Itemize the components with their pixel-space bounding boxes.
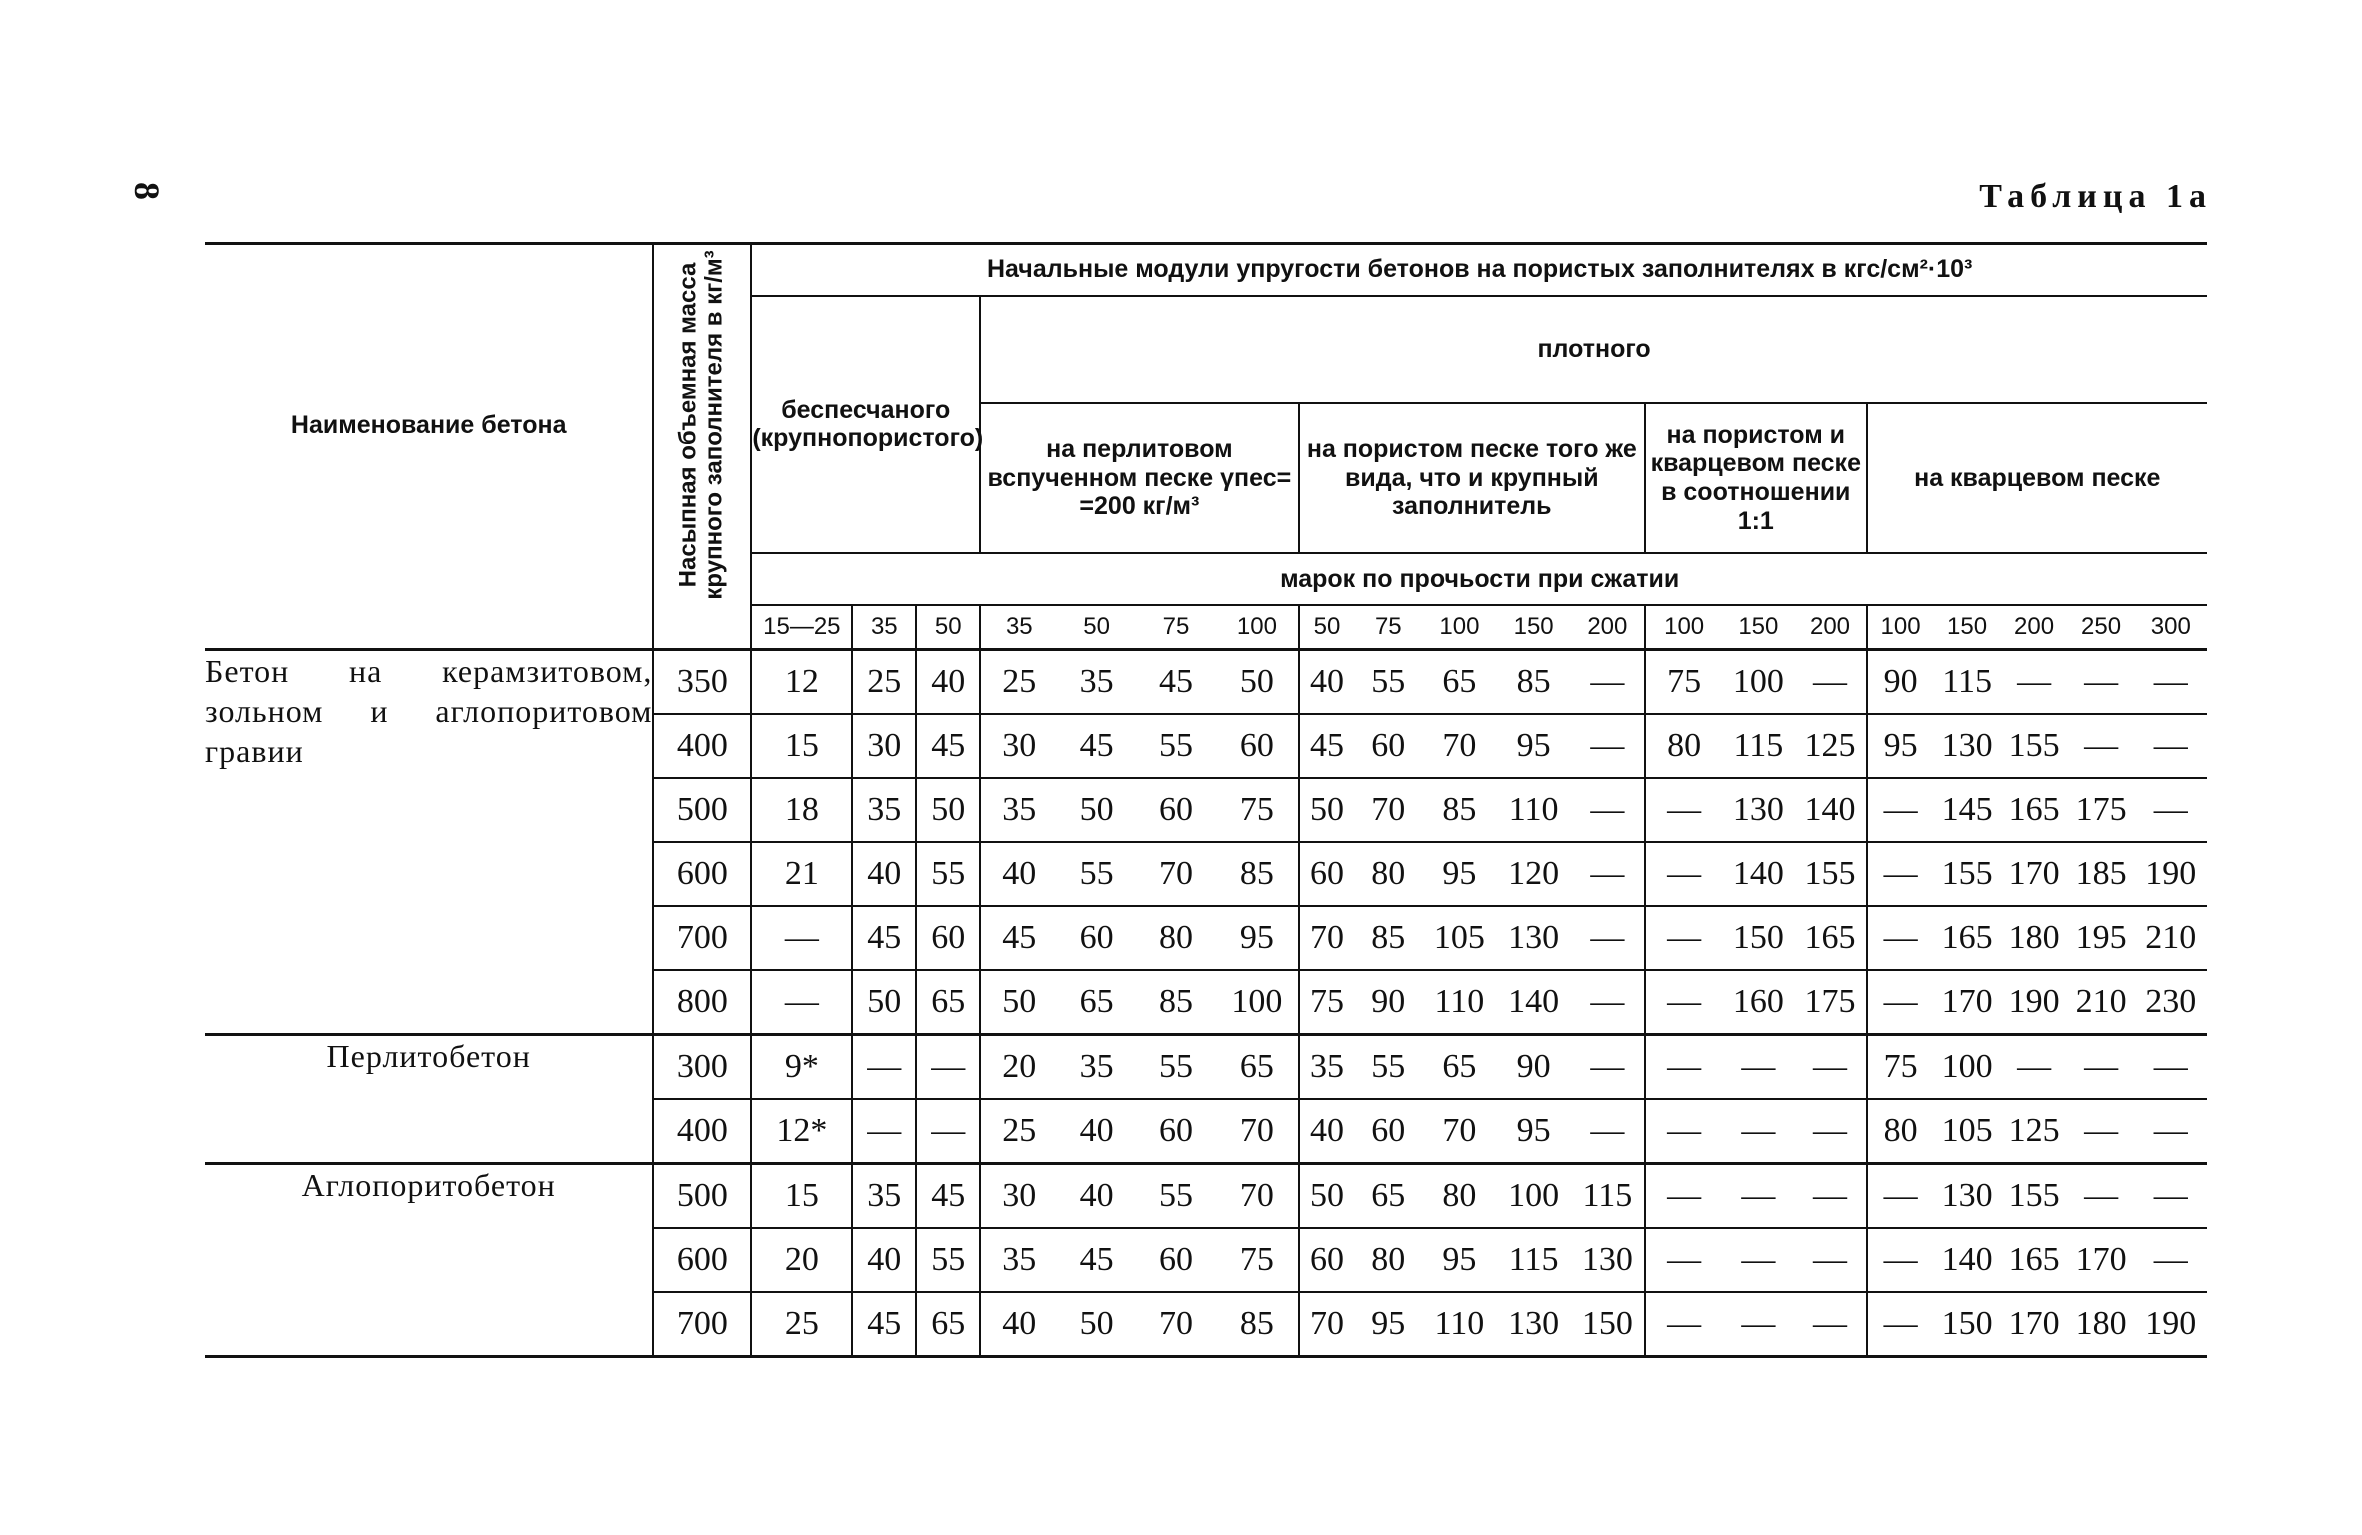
modulus-value: 110	[1497, 778, 1571, 842]
modulus-value: 170	[2001, 1292, 2068, 1357]
modulus-value: 165	[1934, 906, 2001, 970]
modulus-value: 210	[2068, 970, 2135, 1035]
modulus-value: —	[2135, 1228, 2207, 1292]
modulus-value: —	[1867, 842, 1934, 906]
modulus-value: 150	[1722, 906, 1794, 970]
grade-label: 35	[980, 605, 1057, 649]
modulus-value: 70	[1216, 1099, 1298, 1164]
modulus-value: —	[1867, 778, 1934, 842]
modulus-value: 25	[852, 649, 916, 714]
modulus-value: 45	[852, 906, 916, 970]
modulus-value: —	[1571, 778, 1645, 842]
modulus-value: —	[1645, 1163, 1722, 1228]
modulus-value: 65	[1354, 1163, 1422, 1228]
modulus-value: 35	[1299, 1034, 1355, 1099]
modulus-value: 55	[1057, 842, 1135, 906]
modulus-value: 115	[1571, 1163, 1645, 1228]
modulus-value: 110	[1422, 970, 1496, 1035]
modulus-value: 230	[2135, 970, 2207, 1035]
table-title: Таблица 1а	[1979, 178, 2212, 215]
modulus-value: 60	[1136, 1099, 1216, 1164]
modulus-value: 75	[1867, 1034, 1934, 1099]
grade-label: 150	[1934, 605, 2001, 649]
modulus-value: 160	[1722, 970, 1794, 1035]
modulus-value: —	[1571, 970, 1645, 1035]
modulus-value: 100	[1732, 662, 1784, 700]
grade-label: 75	[1136, 605, 1216, 649]
modulus-value: 50	[1057, 778, 1135, 842]
modulus-value: 60	[1299, 842, 1355, 906]
density-value: 800	[653, 970, 751, 1035]
modulus-value: 35	[852, 1163, 916, 1228]
modulus-value: 70	[1136, 842, 1216, 906]
modulus-value: 45	[1158, 662, 1193, 700]
header-main: Начальные модули упругости бетонов на пористых заполнителях в кгс/см²·10³	[751, 244, 2207, 296]
modulus-value: —	[2153, 662, 2188, 700]
modulus-value: 45	[916, 714, 980, 778]
modulus-value: 21	[751, 842, 852, 906]
modulus-value: 155	[1934, 842, 2001, 906]
modulus-value: 80	[1645, 714, 1722, 778]
modulus-value: —	[1794, 1099, 1866, 1164]
modulus-value: —	[1794, 1228, 1866, 1292]
concrete-name: Перлитобетон	[205, 1034, 653, 1163]
modulus-value: 120	[1497, 842, 1571, 906]
modulus-value: 50	[1216, 649, 1298, 714]
modulus-value: 175	[1794, 970, 1866, 1035]
modulus-value: —	[1645, 906, 1722, 970]
modulus-value: 65	[1422, 1034, 1496, 1099]
density-value: 500	[653, 778, 751, 842]
header-porous-sand-same: на пористом песке того же вида, что и крупный заполнитель	[1299, 403, 1645, 553]
modulus-value: —	[852, 1099, 916, 1164]
modulus-value: —	[1571, 906, 1645, 970]
modulus-value: 55	[916, 842, 980, 906]
modulus-value: 45	[852, 1292, 916, 1357]
modulus-value: —	[2135, 1163, 2207, 1228]
modulus-value: 130	[1497, 1292, 1571, 1357]
modulus-value: 55	[1371, 662, 1406, 700]
modulus-value: —	[2068, 1034, 2135, 1099]
modulus-value: 165	[2001, 778, 2068, 842]
modulus-value: 155	[1794, 842, 1866, 906]
modulus-value: 125	[2001, 1099, 2068, 1164]
modulus-value: —	[1571, 714, 1645, 778]
table-row	[205, 1034, 2207, 1099]
grade-label: 50	[1057, 605, 1135, 649]
modulus-value: —	[1867, 1228, 1934, 1292]
modulus-value: 155	[2001, 714, 2068, 778]
modulus-value: —	[1645, 970, 1722, 1035]
modulus-value: 35	[980, 778, 1057, 842]
modulus-value: 95	[1216, 906, 1298, 970]
modulus-value: 125	[1794, 714, 1866, 778]
modulus-value: 65	[916, 1292, 980, 1357]
modulus-value: 85	[1216, 842, 1298, 906]
grade-label: 100	[1645, 605, 1722, 649]
modulus-value: 30	[980, 714, 1057, 778]
modulus-value: —	[1794, 649, 1866, 714]
modulus-value: 50	[980, 970, 1057, 1035]
modulus-value: 60	[1136, 778, 1216, 842]
modulus-value: 95	[1497, 1099, 1571, 1164]
modulus-value: —	[1867, 1163, 1934, 1228]
modulus-value: 185	[2068, 842, 2135, 906]
grade-label: 75	[1354, 605, 1422, 649]
modulus-value: 80	[1136, 906, 1216, 970]
modulus-value: 25	[751, 1292, 852, 1357]
modulus-value: —	[1571, 649, 1645, 714]
modulus-value: 130	[1934, 714, 2001, 778]
modulus-value: —	[1645, 778, 1722, 842]
grade-label: 100	[1216, 605, 1298, 649]
modulus-value: —	[2017, 662, 2052, 700]
modulus-value: 30	[980, 1163, 1057, 1228]
modulus-value: 90	[1354, 970, 1422, 1035]
grade-label: 200	[1571, 605, 1645, 649]
grade-label: 300	[2135, 605, 2207, 649]
modulus-value: 25	[1002, 662, 1037, 700]
modulus-value: 60	[1354, 714, 1422, 778]
modulus-value: 75	[1667, 662, 1702, 700]
modulus-value: 50	[1299, 778, 1355, 842]
modulus-value: 165	[2001, 1228, 2068, 1292]
modulus-value: 50	[852, 970, 916, 1035]
header-name: Наименование бетона	[205, 244, 653, 606]
grade-label: 150	[1497, 605, 1571, 649]
grade-label: 250	[2068, 605, 2135, 649]
modulus-value: —	[1645, 842, 1722, 906]
grade-label: 200	[1794, 605, 1866, 649]
modulus-value: 40	[1299, 1099, 1355, 1164]
modulus-value: 40	[916, 649, 980, 714]
modulus-value: 145	[1934, 778, 2001, 842]
modulus-value: —	[1722, 1034, 1794, 1099]
modulus-value: 35	[1057, 1034, 1135, 1099]
modulus-value: 25	[980, 1099, 1057, 1164]
modulus-value: 55	[1354, 1034, 1422, 1099]
modulus-value: —	[916, 1099, 980, 1164]
modulus-value: 60	[1136, 1228, 1216, 1292]
modulus-value: 190	[2135, 1292, 2207, 1357]
modulus-value: 85	[1516, 662, 1551, 700]
modulus-value: 190	[2001, 970, 2068, 1035]
modulus-value: —	[1645, 1034, 1722, 1099]
modulus-value: 100	[1497, 1163, 1571, 1228]
modulus-value: —	[2068, 1163, 2135, 1228]
modulus-value: 60	[916, 906, 980, 970]
density-value: 600	[653, 842, 751, 906]
modulus-value: 155	[2001, 1163, 2068, 1228]
header-grades: марок по прочьости при сжатии	[751, 553, 2207, 605]
modulus-value: 70	[1422, 1099, 1496, 1164]
modulus-value: 75	[1216, 778, 1298, 842]
modulus-value: —	[2135, 778, 2207, 842]
modulus-value: —	[1794, 1163, 1866, 1228]
modulus-value: 130	[1571, 1228, 1645, 1292]
modulus-value: 85	[1354, 906, 1422, 970]
modulus-value: 110	[1422, 1292, 1496, 1357]
modulus-value: 55	[916, 1228, 980, 1292]
modulus-value: —	[751, 906, 852, 970]
modulus-value: 170	[1934, 970, 2001, 1035]
modulus-value: 75	[1299, 970, 1355, 1035]
modulus-value: 175	[2068, 778, 2135, 842]
header-density: Насыпная объемная масса крупного заполнителя в кг/м³	[674, 250, 729, 600]
modulus-value: 140	[1497, 970, 1571, 1035]
modulus-value: 35	[980, 1228, 1057, 1292]
grade-label: 150	[1722, 605, 1794, 649]
header-density-cell	[653, 244, 751, 606]
modulus-value: —	[852, 1034, 916, 1099]
modulus-value: 60	[1354, 1099, 1422, 1164]
modulus-value: 18	[751, 778, 852, 842]
modulus-value: 80	[1867, 1099, 1934, 1164]
concrete-name: Бетон на керамзитовом, зольном и аглопоритовом гравии	[205, 652, 653, 769]
header-perlite-sand: на перлитовом вспученном песке γпес= =200 кг/м³	[980, 403, 1298, 553]
modulus-value: 105	[1422, 906, 1496, 970]
modulus-value: —	[1571, 1034, 1645, 1099]
modulus-value: 30	[852, 714, 916, 778]
grade-label-row	[205, 605, 2207, 649]
modulus-value: 45	[1057, 1228, 1135, 1292]
modulus-value: —	[2135, 1099, 2207, 1164]
modulus-value: —	[1867, 906, 1934, 970]
modulus-value: 210	[2135, 906, 2207, 970]
modulus-value: —	[1645, 1228, 1722, 1292]
modulus-value: 195	[2068, 906, 2135, 970]
header-quartz: на кварцевом песке	[1914, 463, 2161, 492]
grade-label: 50	[916, 605, 980, 649]
modulus-value: —	[1867, 970, 1934, 1035]
modulus-value: —	[2001, 1034, 2068, 1099]
modulus-value: —	[1722, 1163, 1794, 1228]
modulus-value: 95	[1422, 1228, 1496, 1292]
modulus-value: 45	[1299, 714, 1355, 778]
modulus-value: 85	[1136, 970, 1216, 1035]
grade-label: 15—25	[751, 605, 852, 649]
modulus-value: 130	[1934, 1163, 2001, 1228]
modulus-value: 140	[1934, 1228, 2001, 1292]
modulus-value: 45	[1057, 714, 1135, 778]
modulus-table-wrapper	[205, 242, 2207, 1358]
modulus-value: —	[1794, 1292, 1866, 1357]
modulus-value: 50	[1299, 1163, 1355, 1228]
header-no-sand: беспесчаного (крупнопористого)	[751, 296, 980, 554]
modulus-value: 15	[751, 1163, 852, 1228]
modulus-value: 35	[1079, 662, 1114, 700]
modulus-value: 65	[1216, 1034, 1298, 1099]
modulus-value: 45	[916, 1163, 980, 1228]
concrete-name: Аглопоритобетон	[205, 1163, 653, 1356]
modulus-value: 115	[1942, 662, 1992, 700]
page-number: 8	[127, 182, 167, 200]
modulus-value: 95	[1497, 714, 1571, 778]
modulus-value: 55	[1136, 714, 1216, 778]
modulus-value: —	[2135, 714, 2207, 778]
modulus-value: —	[2135, 1034, 2207, 1099]
modulus-value: 40	[1057, 1099, 1135, 1164]
modulus-value: 100	[1216, 970, 1298, 1035]
modulus-value: 80	[1422, 1163, 1496, 1228]
grade-label: 100	[1422, 605, 1496, 649]
modulus-value: 60	[1216, 714, 1298, 778]
modulus-value: 40	[852, 1228, 916, 1292]
header-porous-quartz: на пористом и кварцевом песке в соотношении 1:1	[1645, 403, 1867, 553]
modulus-value: 75	[1216, 1228, 1298, 1292]
modulus-value: 85	[1216, 1292, 1298, 1357]
modulus-value: 130	[1722, 778, 1794, 842]
grade-label: 50	[1299, 605, 1355, 649]
modulus-value: 60	[1057, 906, 1135, 970]
modulus-value: 105	[1934, 1099, 2001, 1164]
modulus-value: 100	[1934, 1034, 2001, 1099]
table-body	[205, 244, 2207, 1357]
modulus-value: —	[1722, 1228, 1794, 1292]
modulus-value: 150	[1571, 1292, 1645, 1357]
modulus-value: —	[1645, 1292, 1722, 1357]
grade-label: 35	[852, 605, 916, 649]
modulus-value: 140	[1794, 778, 1866, 842]
modulus-value: 170	[2068, 1228, 2135, 1292]
modulus-value: 55	[1136, 1034, 1216, 1099]
modulus-value: 90	[1883, 662, 1918, 700]
modulus-value: —	[2084, 662, 2119, 700]
modulus-value: 150	[1934, 1292, 2001, 1357]
modulus-value: 70	[1136, 1292, 1216, 1357]
modulus-value: 180	[2001, 906, 2068, 970]
modulus-value: 115	[1722, 714, 1794, 778]
modulus-value: —	[1571, 842, 1645, 906]
table-row	[205, 649, 2207, 714]
modulus-value: 180	[2068, 1292, 2135, 1357]
modulus-value: 140	[1722, 842, 1794, 906]
density-value: 700	[653, 906, 751, 970]
modulus-value: —	[916, 1034, 980, 1099]
table-row	[205, 1163, 2207, 1228]
modulus-value: 60	[1299, 1228, 1355, 1292]
density-value: 300	[653, 1034, 751, 1099]
modulus-value: 50	[916, 778, 980, 842]
modulus-value: —	[1722, 1099, 1794, 1164]
modulus-value: 45	[980, 906, 1057, 970]
modulus-value: 12	[751, 649, 852, 714]
modulus-value: 165	[1794, 906, 1866, 970]
modulus-value: —	[1571, 1099, 1645, 1164]
modulus-value: —	[1794, 1034, 1866, 1099]
modulus-value: 65	[1442, 662, 1477, 700]
modulus-value: 95	[1422, 842, 1496, 906]
modulus-value: —	[751, 970, 852, 1035]
density-value: 400	[653, 714, 751, 778]
modulus-value: 85	[1422, 778, 1496, 842]
modulus-value: 50	[1057, 1292, 1135, 1357]
modulus-value: 70	[1299, 1292, 1355, 1357]
modulus-value: 40	[1057, 1163, 1135, 1228]
modulus-value: 15	[751, 714, 852, 778]
modulus-value: —	[2068, 714, 2135, 778]
modulus-value: 20	[751, 1228, 852, 1292]
modulus-value: 115	[1497, 1228, 1571, 1292]
modulus-value: 40	[1309, 662, 1344, 700]
grade-label: 100	[1867, 605, 1934, 649]
modulus-value: —	[2068, 1099, 2135, 1164]
modulus-value: 40	[852, 842, 916, 906]
modulus-value: 170	[2001, 842, 2068, 906]
modulus-value: 9*	[751, 1034, 852, 1099]
modulus-value: 12*	[751, 1099, 852, 1164]
modulus-value: 65	[916, 970, 980, 1035]
modulus-value: 20	[980, 1034, 1057, 1099]
modulus-value: 35	[852, 778, 916, 842]
modulus-value: 40	[980, 1292, 1057, 1357]
density-value: 700	[653, 1292, 751, 1357]
modulus-value: 95	[1867, 714, 1934, 778]
modulus-value: 70	[1216, 1163, 1298, 1228]
density-value: 400	[653, 1099, 751, 1164]
modulus-value: —	[1722, 1292, 1794, 1357]
modulus-value: —	[1867, 1292, 1934, 1357]
modulus-value: 130	[1497, 906, 1571, 970]
modulus-value: 70	[1354, 778, 1422, 842]
modulus-value: 95	[1354, 1292, 1422, 1357]
modulus-value: 90	[1497, 1034, 1571, 1099]
density-value: 500	[653, 1163, 751, 1228]
grade-label: 200	[2001, 605, 2068, 649]
modulus-table	[205, 242, 2207, 1358]
modulus-value: 190	[2135, 842, 2207, 906]
modulus-value: 80	[1354, 1228, 1422, 1292]
modulus-value: 80	[1354, 842, 1422, 906]
density-value: 600	[653, 1228, 751, 1292]
modulus-value: 55	[1136, 1163, 1216, 1228]
density-value: 350	[653, 649, 751, 714]
modulus-value: 65	[1057, 970, 1135, 1035]
modulus-value: —	[1645, 1099, 1722, 1164]
modulus-value: 70	[1422, 714, 1496, 778]
modulus-value: 40	[980, 842, 1057, 906]
modulus-value: 70	[1299, 906, 1355, 970]
header-dense: плотного	[980, 296, 2207, 404]
